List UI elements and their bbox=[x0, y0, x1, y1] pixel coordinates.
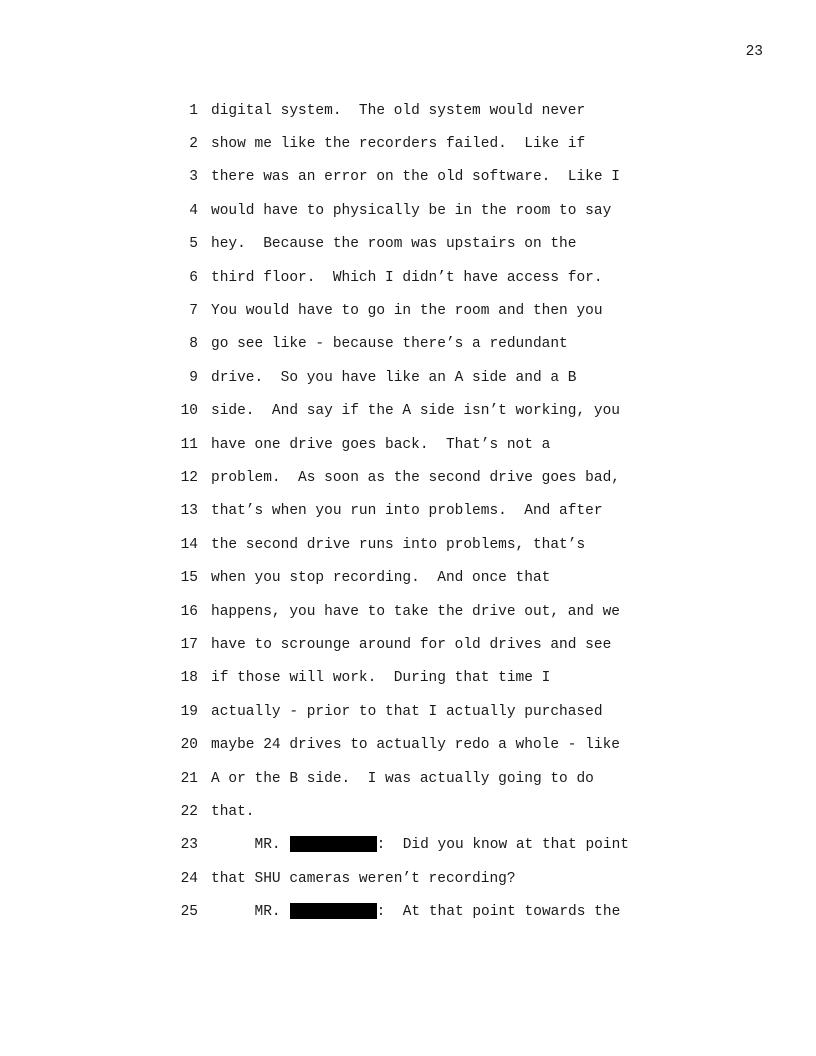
line-text: hey. Because the room was upstairs on the bbox=[211, 236, 577, 253]
line-text: actually - prior to that I actually purchased bbox=[211, 703, 603, 720]
transcript-line bbox=[172, 895, 692, 928]
line-text: You would have to go in the room and then you bbox=[211, 303, 603, 320]
line-number: 20 bbox=[180, 737, 198, 754]
line-text: side. And say if the A side isn’t working, you bbox=[211, 403, 620, 420]
line-text: there was an error on the old software. Like I bbox=[211, 169, 620, 186]
transcript-line bbox=[172, 461, 692, 494]
redaction-box bbox=[290, 903, 377, 919]
transcript-line bbox=[172, 795, 692, 828]
line-text: when you stop recording. And once that bbox=[211, 570, 551, 587]
transcript-line bbox=[172, 495, 692, 528]
line-number: 25 bbox=[180, 904, 198, 921]
page-number: 23 bbox=[745, 44, 763, 60]
transcript-line bbox=[172, 695, 692, 728]
line-number: 12 bbox=[180, 469, 198, 486]
line-number: 5 bbox=[189, 236, 198, 253]
transcript-line bbox=[172, 127, 692, 160]
transcript-line bbox=[172, 595, 692, 628]
line-text: problem. As soon as the second drive goes bad, bbox=[211, 469, 620, 486]
line-text: happens, you have to take the drive out, and we bbox=[211, 603, 620, 620]
line-text: have one drive goes back. That’s not a bbox=[211, 436, 551, 453]
transcript-line bbox=[172, 728, 692, 761]
transcript-line bbox=[172, 161, 692, 194]
line-text: have to scrounge around for old drives and see bbox=[211, 636, 612, 653]
line-number: 23 bbox=[180, 837, 198, 854]
transcript-line bbox=[172, 762, 692, 795]
transcript-line bbox=[172, 829, 692, 862]
line-number: 16 bbox=[180, 603, 198, 620]
line-text: go see like - because there’s a redundant bbox=[211, 336, 568, 353]
line-text: would have to physically be in the room to say bbox=[211, 202, 612, 219]
transcript-line bbox=[172, 428, 692, 461]
line-text: : At that point towards the bbox=[376, 904, 621, 921]
line-number: 14 bbox=[180, 536, 198, 553]
line-text: maybe 24 drives to actually redo a whole - like bbox=[211, 737, 620, 754]
transcript-line bbox=[172, 294, 692, 327]
line-text: A or the B side. I was actually going to do bbox=[211, 770, 594, 787]
line-number: 4 bbox=[189, 202, 198, 219]
line-text: digital system. The old system would never bbox=[211, 102, 586, 119]
transcript-line bbox=[172, 862, 692, 895]
transcript-line bbox=[172, 94, 692, 127]
line-text: third floor. Which I didn’t have access for. bbox=[211, 269, 603, 286]
line-text: : Did you know at that point bbox=[376, 837, 629, 854]
transcript-line bbox=[172, 194, 692, 227]
transcript-line bbox=[172, 328, 692, 361]
line-number: 11 bbox=[180, 436, 198, 453]
line-number: 15 bbox=[180, 570, 198, 587]
line-text: that. bbox=[211, 803, 255, 820]
transcript-line bbox=[172, 662, 692, 695]
line-number: 2 bbox=[189, 136, 198, 153]
line-number: 19 bbox=[180, 703, 198, 720]
line-number: 21 bbox=[180, 770, 198, 787]
transcript-line bbox=[172, 628, 692, 661]
redaction-box bbox=[290, 836, 377, 852]
line-number: 7 bbox=[189, 303, 198, 320]
line-number: 18 bbox=[180, 670, 198, 687]
line-number: 22 bbox=[180, 803, 198, 820]
line-text: that’s when you run into problems. And after bbox=[211, 503, 603, 520]
line-text: the second drive runs into problems, that’s bbox=[211, 536, 586, 553]
transcript-body bbox=[172, 94, 692, 929]
transcript-line bbox=[172, 395, 692, 428]
line-number: 8 bbox=[189, 336, 198, 353]
line-text: that SHU cameras weren’t recording? bbox=[211, 870, 516, 887]
line-text: if those will work. During that time I bbox=[211, 670, 551, 687]
transcript-line bbox=[172, 261, 692, 294]
line-text: drive. So you have like an A side and a B bbox=[211, 369, 577, 386]
line-number: 1 bbox=[189, 102, 198, 119]
line-number: 6 bbox=[189, 269, 198, 286]
line-number: 10 bbox=[180, 403, 198, 420]
speaker-label: MR. bbox=[211, 837, 281, 854]
speaker-label: MR. bbox=[211, 904, 281, 921]
transcript-line bbox=[172, 528, 692, 561]
transcript-line bbox=[172, 228, 692, 261]
line-number: 13 bbox=[180, 503, 198, 520]
transcript-line bbox=[172, 361, 692, 394]
line-number: 9 bbox=[189, 369, 198, 386]
transcript-line bbox=[172, 561, 692, 594]
line-text: show me like the recorders failed. Like if bbox=[211, 136, 586, 153]
line-number: 17 bbox=[180, 636, 198, 653]
line-number: 3 bbox=[189, 169, 198, 186]
line-number: 24 bbox=[180, 870, 198, 887]
